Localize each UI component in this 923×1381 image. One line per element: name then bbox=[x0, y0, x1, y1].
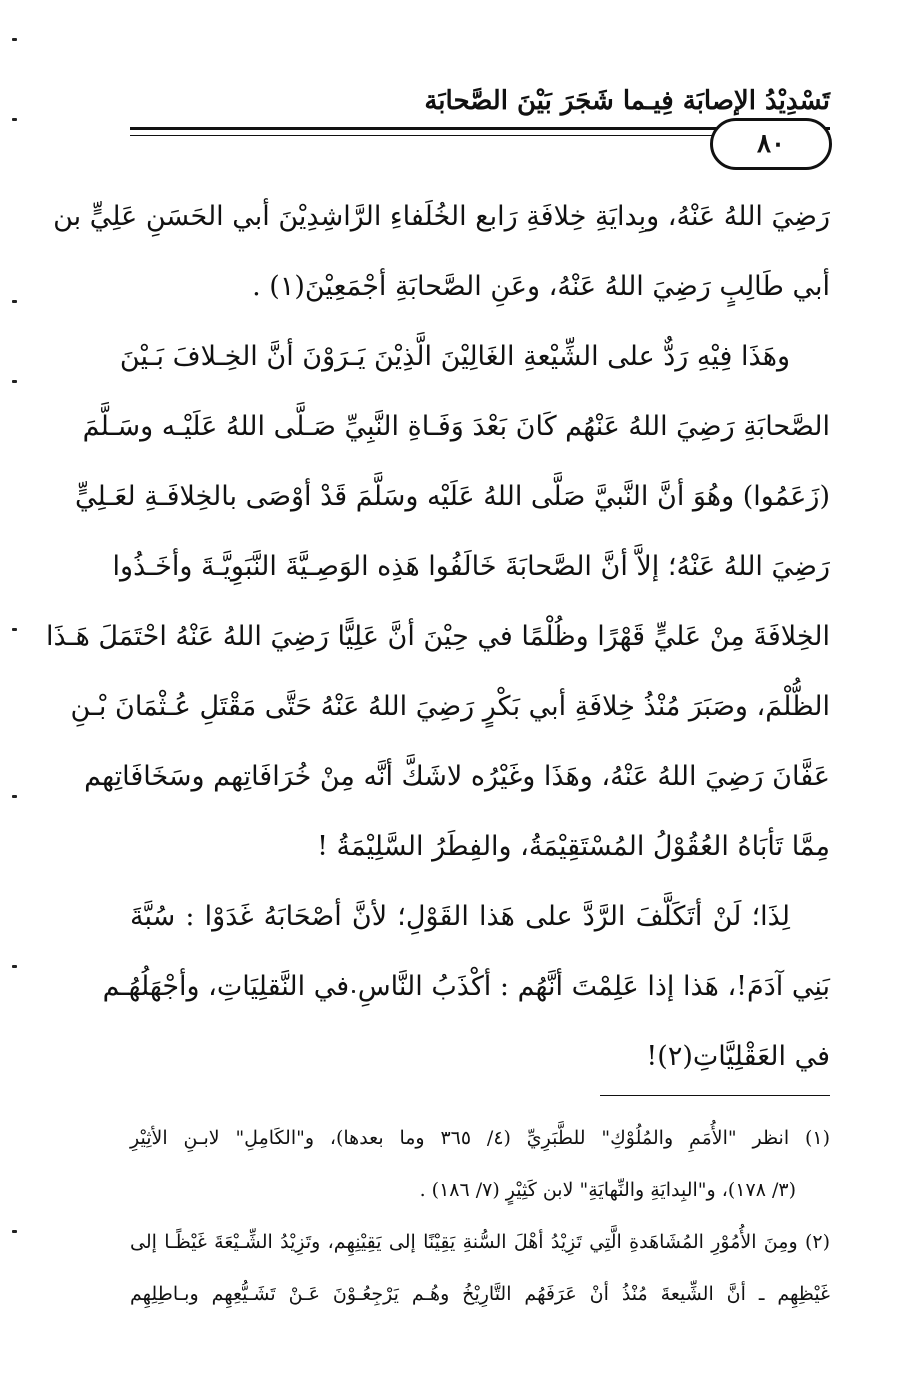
scan-mark bbox=[12, 628, 17, 631]
body-line: (زَعَمُوا) وهُوَ أنَّ النَّبيَّ صَلَّى اللهُ عَلَيْه وسَلَّمَ قَدْ أوْصَى بالخِلافَـةِ لعَـلِيٍّ bbox=[75, 481, 830, 512]
body-line: بَنِي آدَمَ!، هَذا إذا عَلِمْتَ أنَّهُم : أكْذَبُ النَّاسِ في النَّقلِيَاتِ، وأجْهَلُهُـم bbox=[102, 971, 830, 1002]
footnote-line: (١) انظر "الأُمَمِ والمُلُوْكِ" للطَّبَرِيِّ (٤/ ٣٦٥ وما بعدها)، و"الكَامِلِ" لابـنِ الأثِيْرِ bbox=[130, 1127, 830, 1149]
scan-mark bbox=[12, 118, 17, 121]
running-header-title: تَسْدِيْدُ الإصابَة فِيـما شَجَرَ بَيْنَ الصَّحابَة bbox=[424, 86, 830, 116]
body-line: الخِلافَةَ مِنْ عَليٍّ قَهْرًا وظُلْمًا في حِيْنَ أنَّ عَلِيًّا رَضِيَ اللهُ عَنْهُ احْتَمَلَ هَـذَا bbox=[46, 621, 830, 652]
body-line: وهَذَا فِيْهِ رَدٌّ على الشِّيْعةِ الغَالِيْنَ الَّذِيْنَ يَـرَوْنَ أنَّ الخِـلافَ بَـيْنَ bbox=[119, 341, 790, 372]
page-number: ٨٠ bbox=[710, 118, 832, 170]
body-line: الظُّلْمَ، وصَبَرَ مُنْذُ خِلافَةِ أبي بَكْرٍ رَضِيَ اللهُ عَنْهُ حَتَّى مَقْتَلِ عُـثْمَانَ بْـنِ bbox=[70, 691, 830, 722]
body-line: مِمَّا تَأبَاهُ العُقُوْلُ المُسْتَقِيْمَةُ، والفِطَرُ السَّلِيْمَةُ ! bbox=[317, 831, 830, 862]
body-line: الصَّحابَةِ رَضِيَ اللهُ عَنْهُم كَانَ بَعْدَ وَفَـاةِ النَّبِيِّ صَـلَّى اللهُ عَلَيْـه وسَـلَّمَ bbox=[82, 411, 830, 442]
body-line: رَضِيَ اللهُ عَنْهُ، وبِدايَةِ خِلافَةِ رَابع الخُلَفاءِ الرَّاشِدِيْنَ أبي الحَسَنِ عَلِيٍّ بن bbox=[53, 201, 830, 232]
body-line: في العَقْلِيَّاتِ(٢)! bbox=[646, 1041, 830, 1072]
body-line: أبي طَالِبٍ رَضِيَ اللهُ عَنْهُ، وعَنِ الصَّحابَةِ أجْمَعِيْنَ(١) . bbox=[252, 271, 830, 302]
scan-mark bbox=[12, 1230, 17, 1233]
footnote-line: (٣/ ١٧٨)، و"البِدايَةِ والنِّهايَةِ" لابن كَثِيْرٍ (٧/ ١٨٦) . bbox=[419, 1179, 796, 1201]
body-line: عَفَّانَ رَضِيَ اللهُ عَنْهُ، وهَذَا وغَيْرُه لاشَكَّ أنَّه مِنْ خُرَافَاتِهم وسَخَافَاتِهم bbox=[84, 761, 830, 792]
scan-mark bbox=[12, 795, 17, 798]
scan-mark bbox=[12, 38, 17, 41]
body-line: رَضِيَ اللهُ عَنْهُ؛ إلاَّ أنَّ الصَّحابَةَ خَالَفُوا هَذِه الوَصِـيَّةَ النَّبَوِيَّـةَ وأخَـذُوا bbox=[112, 551, 830, 582]
scan-mark bbox=[12, 300, 17, 303]
scan-mark bbox=[12, 965, 17, 968]
footnote-line: غَيْظِهِم ـ أنَّ الشِّيعةَ مُنْذُ أنْ عَرَفَهُم التَّارِيْخُ وهُـم يَرْجِعُـوْنَ عَـنْ تَشَـيُّعِهِم وبـاطِلِهِم bbox=[130, 1283, 830, 1305]
scan-mark bbox=[12, 380, 17, 383]
body-line: لِذَا؛ لَنْ أتَكَلَّفَ الرَّدَّ على هَذا القَوْلِ؛ لأنَّ أصْحَابَهُ غَدَوْا : سُبَّةَ bbox=[130, 901, 790, 932]
footnote-line: (٢) ومِنَ الأُمُوْرِ المُشَاهَدةِ الَّتِي تَزِيْدُ أهْلَ السُّنةِ يَقِيْنًا إلى يَقِيْنِهِم، وتَزِيْدُ الشِّـيْعَةَ غَيْظًـا إلى bbox=[130, 1231, 830, 1253]
body-text bbox=[46, 182, 830, 1092]
footnotes bbox=[130, 1112, 830, 1320]
footnote-separator bbox=[600, 1095, 830, 1096]
